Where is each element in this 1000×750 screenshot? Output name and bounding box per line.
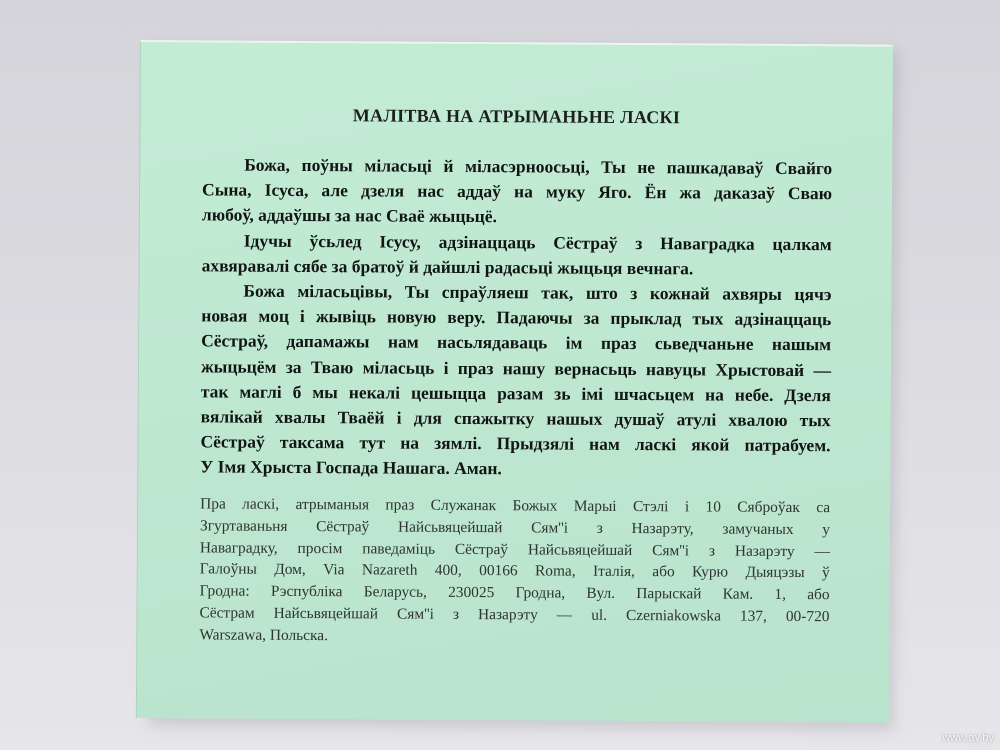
prayer-line: любоў, аддаўшы за нас Сваё жыцьцё. <box>201 204 498 227</box>
note-line: Галоўны Дом, Via Nazareth 400, 00166 Roma, Італія, або Курю Дыяцэзы ў <box>199 560 830 582</box>
prayer-title: МАЛІТВА НА АТРЫМАНЬНЕ ЛАСКІ <box>352 105 681 128</box>
note-line: Наваградку, просім паведаміць Сёстраў Найсьвяцейшай Сям''і з Назарэту — <box>199 538 830 560</box>
prayer-line: У Імя Хрыста Госпада Нашага. Аман. <box>200 456 502 479</box>
prayer-line: Сына, Ісуса, але дзеля нас аддаў на муку Яго. Ён жа даказаў Сваю <box>202 179 833 204</box>
prayer-line: Ідучы ўсьлед Ісусу, адзінаццаць Сёстраў з Наваградка цалкам <box>243 230 832 254</box>
prayer-line: Сёстраў, дапамажы нам насьлядаваць ім праз сьведчаньне нашым <box>201 330 832 355</box>
prayer-card <box>136 40 893 723</box>
prayer-line: ахвяравалі сябе за братоў й дайшлі радасьці жыцьця вечнага. <box>201 255 694 279</box>
prayer-line: Божа міласьцівы, Ты спраўляеш так, што з кожнай ахвяры цячэ <box>243 280 832 305</box>
note-line: Гродна: Рэспубліка Беларусь, 230025 Гродна, Вул. Парыскай Кам. 1, або <box>199 582 830 604</box>
contact-note <box>199 493 830 649</box>
note-line: Пра ласкі, атрыманыя праз Служанак Божых Марыі Стэлі і 10 Сяброўак са <box>200 495 831 517</box>
note-line: Warszawa, Польска. <box>199 626 329 644</box>
note-line: Сёстрам Найсьвяцейшай Сям''і з Назарэту — ul. Czerniakowska 137, 00-720 <box>199 604 830 626</box>
note-line: Згуртаваньня Сёстраў Найсьвяцейшай Сям''і з Назарэту, замучаных у <box>199 517 831 539</box>
prayer-line: жыцьцём за Тваю міласьць і праз нашу вернасьць навуцы Хрыстовай — <box>200 355 832 380</box>
prayer-body <box>200 152 832 483</box>
prayer-line: Божа, поўны міласьці й міласэрноосьці, Ты не пашкадаваў Свайго <box>244 154 833 179</box>
prayer-line: новая моц і жывіць новую веру. Падаючы за прыклад тых адзінаццаць <box>201 305 832 330</box>
site-watermark: www.ay.by <box>942 732 994 744</box>
prayer-line: вялікай хвалы Тваёй і для спажытку нашых душаў атулі хвалою тых <box>200 406 831 431</box>
prayer-line: так маглі б мы некалі цешыцца разам зь імі шчасьцем на небе. Дзеля <box>200 381 831 405</box>
prayer-line: Сёстраў таксама тут на зямлі. Прыдзялі нам ласкі якой патрабуем. <box>200 431 831 456</box>
